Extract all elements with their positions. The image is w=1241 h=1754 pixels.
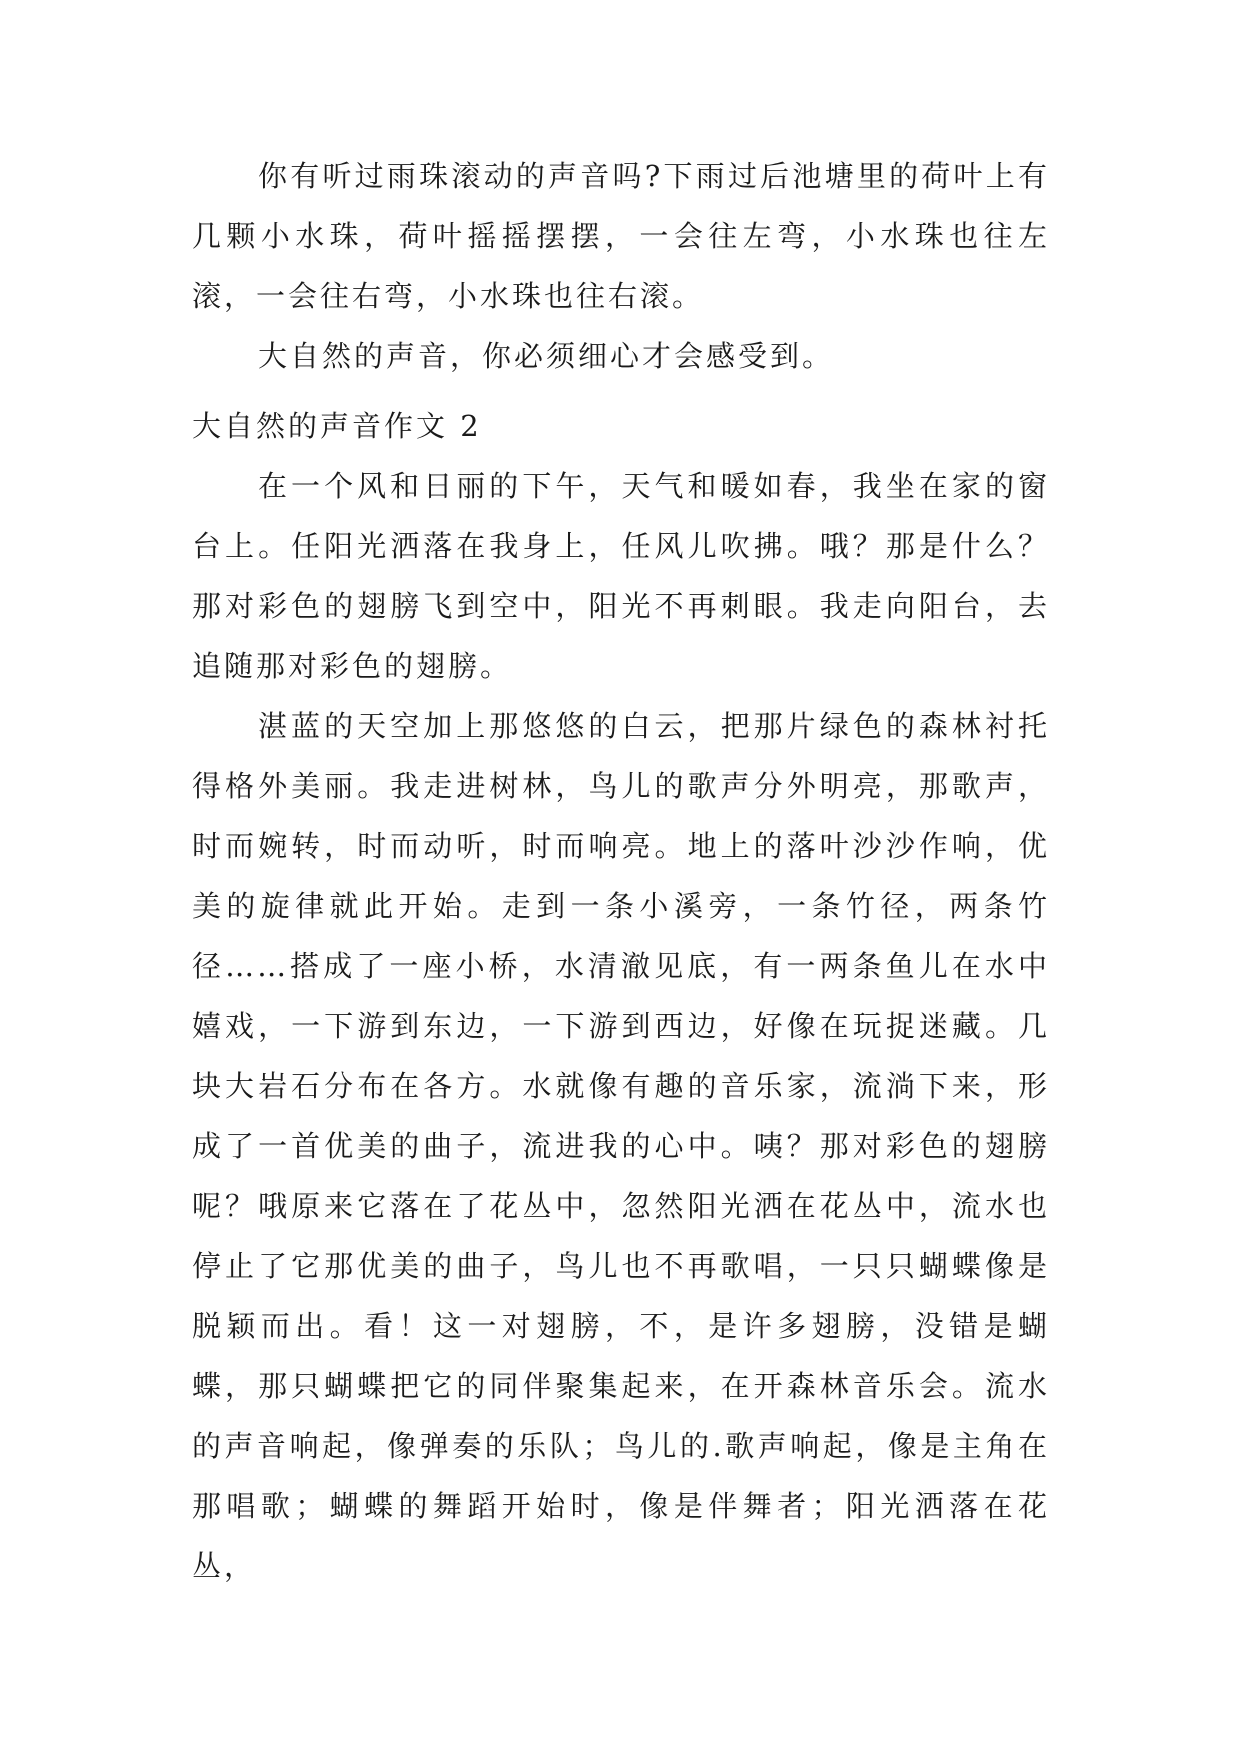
paragraph-raindrops: 你有听过雨珠滚动的声音吗?下雨过后池塘里的荷叶上有几颗小水珠，荷叶摇摇摆摆，一会往左弯，小水珠也往左滚，一会往右弯，小水珠也往右滚。 [192,159,1050,313]
essay-title: 大自然的声音作文 2 [192,409,482,443]
paragraph-afternoon: 在一个风和日丽的下午，天气和暖如春，我坐在家的窗台上。任阳光洒落在我身上，任风儿吹拂。哦？那是什么？那对彩色的翅膀飞到空中，阳光不再刺眼。我走向阳台，去追随那对彩色的翅膀。 [192,469,1050,683]
section-two [192,396,1050,1596]
paragraph-nature-sounds: 大自然的声音，你必须细心才会感受到。 [258,339,835,373]
paragraph-forest: 湛蓝的天空加上那悠悠的白云，把那片绿色的森林衬托得格外美丽。我走进树林，鸟儿的歌声分外明亮，那歌声，时而婉转，时而动听，时而响亮。地上的落叶沙沙作响，优美的旋律就此开始。走到一条小溪旁，一条竹径，两条竹径……搭成了一座小桥，水清澈见底，有一两条鱼儿在水中嬉戏，一下游到东边，一下游到西边，好像在玩捉迷藏。几块大岩石分布在各方。水就像有趣的音乐家，流淌下来，形成了一首优美的曲子，流进我的心中。咦？那对彩色的翅膀呢？哦原来它落在了花丛中，忽然阳光洒在花丛中，流水也停止了它那优美的曲子，鸟儿也不再歌唱，一只只蝴蝶像是脱颖而出。看！这一对翅膀，不，是许多翅膀，没错是蝴蝶，那只蝴蝶把它的同伴聚集起来，在开森林音乐会。流水的声音响起，像弹奏的乐队；鸟儿的.歌声响起，像是主角在那唱歌；蝴蝶的舞蹈开始时，像是伴舞者；阳光洒落在花丛， [192,709,1050,1583]
section-one [192,146,1050,386]
